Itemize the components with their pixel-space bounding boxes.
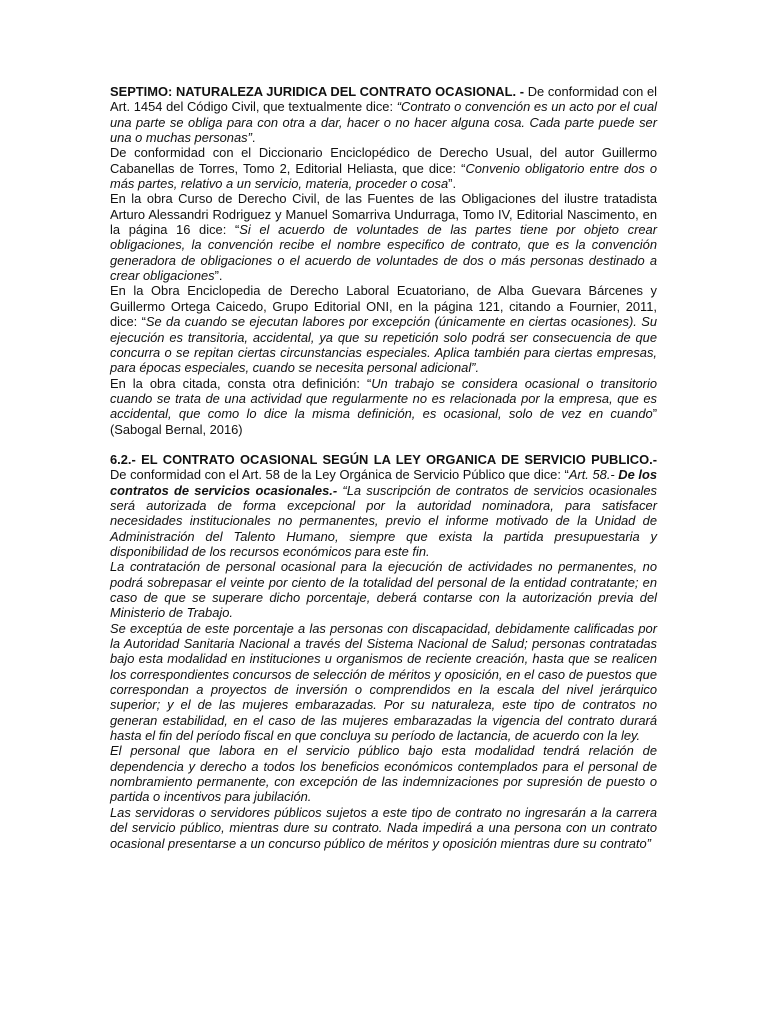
p5-quote: Un trabajo se considera ocasional o transitorio cuando se trata de una actividad que regularmente no es relacionada por la empresa, que es accidental, que como lo dice la misma definición, es ocasional, solo de vez en cuando [110, 375, 657, 422]
section7-heading: SEPTIMO: NATURALEZA JURIDICA DEL CONTRATO OCASIONAL. - [110, 84, 525, 99]
art-p1: “La suscripción de contratos de servicios ocasionales será autorizada de forma excepcional por la autoridad nominadora, para satisfacer necesidades institucionales no permanentes, previo el informe motivado de la Unidad de Administración del Talento Humano, siempre que exista la partida presupuestaria y disponibilidad de los recursos económicos para este fin. [110, 482, 657, 559]
p1-end: . [251, 130, 256, 146]
paragraph-sabogal [110, 376, 657, 437]
p1-text: De conformidad con el Art. 1454 del Código Civil, que textualmente dice: [110, 84, 657, 115]
section62-intro-text: De conformidad con el Art. 58 de la Ley Orgánica de Servicio Público que dice: “ [110, 467, 569, 483]
art-title: De los contratos de servicios ocasionales.- [110, 467, 657, 498]
p3-quote: Si el acuerdo de voluntades de las partes tiene por objeto crear obligaciones, la convención recibe el nombre especifico de contrato, que es la convención generadora de obligaciones o el acuerdo de voluntades de dos o más personas destinado a crear obligaciones [110, 222, 657, 284]
p5-end: ” (Sabogal Bernal, 2016) [110, 406, 657, 437]
p4-quote: Se da cuando se ejecutan labores por excepción (únicamente en ciertas ocasiones). Su ejecución es transitoria, accidental, ya que su repetición solo podrá ser consecuencia de que concurra o se repitan ciertas circunstancias especiales. Aplica también para ciertas empresas, para épocas especiales, cuando se necesita personal adicional”. [110, 314, 658, 376]
p2-end: ”. [448, 176, 457, 192]
p5-text: En la obra citada, consta otra definición: “ [110, 375, 372, 391]
art-paragraph-3: Se exceptúa de este porcentaje a las personas con discapacidad, debidamente calificadas por la Autoridad Sanitaria Nacional a través del Sistema Nacional de Salud; personas contratadas bajo esta modalidad en instituciones u organismos de reciente creación, hasta que se realicen los correspondientes concursos de selección de méritos y oposición, en el caso de puestos que correspondan a proyectos de inversión o comprendidos en la escala del nivel jerárquico superior; y el de las mujeres embarazadas. Por su naturaleza, este tipo de contratos no generan estabilidad, en el caso de las mujeres embarazadas la vigencia del contrato durará hasta el fin del período fiscal en que concluya su período de lactancia, de acuerdo con la ley. [110, 620, 657, 744]
paragraph-alessandri [110, 191, 657, 283]
art-paragraph-4: El personal que labora en el servicio público bajo esta modalidad tendrá relación de dependencia y derecho a todos los beneficios económicos contemplados para el personal de nombramiento permanente, con excepción de las indemnizaciones por supresión de puesto o partida o incentivos para jubilación. [110, 743, 657, 805]
p2-quote: Convenio obligatorio entre dos o más partes, relativo a un servicio, materia, proceder o cosa [110, 160, 657, 192]
p1-quote: “Contrato o convención es un acto por el cual una parte se obliga para con otra a dar, hacer o no hacer alguna cosa. Cada parte puede ser una o muchas personas” [110, 99, 657, 146]
section62-heading: 6.2.- EL CONTRATO OCASIONAL SEGÚN LA LEY ORGANICA DE SERVICIO PUBLICO.- [110, 451, 657, 467]
art-paragraph-5: Las servidoras o servidores públicos sujetos a este tipo de contrato no ingresarán a la carrera del servicio público, mientras dure su contrato. Nada impedirá a una persona con un contrato ocasional presentarse a un concurso público de méritos y oposición mientras dure su contrato” [110, 804, 657, 851]
p4-text: En la Obra Enciclopedia de Derecho Laboral Ecuatoriano, de Alba Guevara Bárcenes y Guillermo Ortega Caicedo, Grupo Editorial ONI, en la página 121, citando a Fournier, 2011, dice: “ [110, 283, 657, 330]
art-label: Art. 58.- [568, 467, 619, 483]
p3-text: En la obra Curso de Derecho Civil, de las Fuentes de las Obligaciones del ilustre tratadista Arturo Alessandri Rodriguez y Manuel Somarriva Undurraga, Tomo IV, Editorial Nascimento, en la página 16 dice: “ [110, 191, 657, 238]
paragraph-section62-intro [110, 452, 657, 559]
section-spacer [110, 437, 657, 452]
art-paragraph-2: La contratación de personal ocasional para la ejecución de actividades no permanentes, no podrá sobrepasar el veinte por ciento de la totalidad del personal de la entidad contratante; en caso de que se superare dicho porcentaje, deberá contarse con la autorización previa del Ministerio de Trabajo. [110, 559, 657, 621]
paragraph-section7-intro [110, 84, 657, 145]
paragraph-cabanellas [110, 145, 657, 191]
p2-text: De conformidad con el Diccionario Enciclopédico de Derecho Usual, del autor Guillermo Cabanellas de Torres, Tomo 2, Editorial Heliasta, que dice: “ [110, 145, 657, 176]
paragraph-guevara [110, 283, 657, 375]
p3-end: ”. [214, 268, 223, 284]
